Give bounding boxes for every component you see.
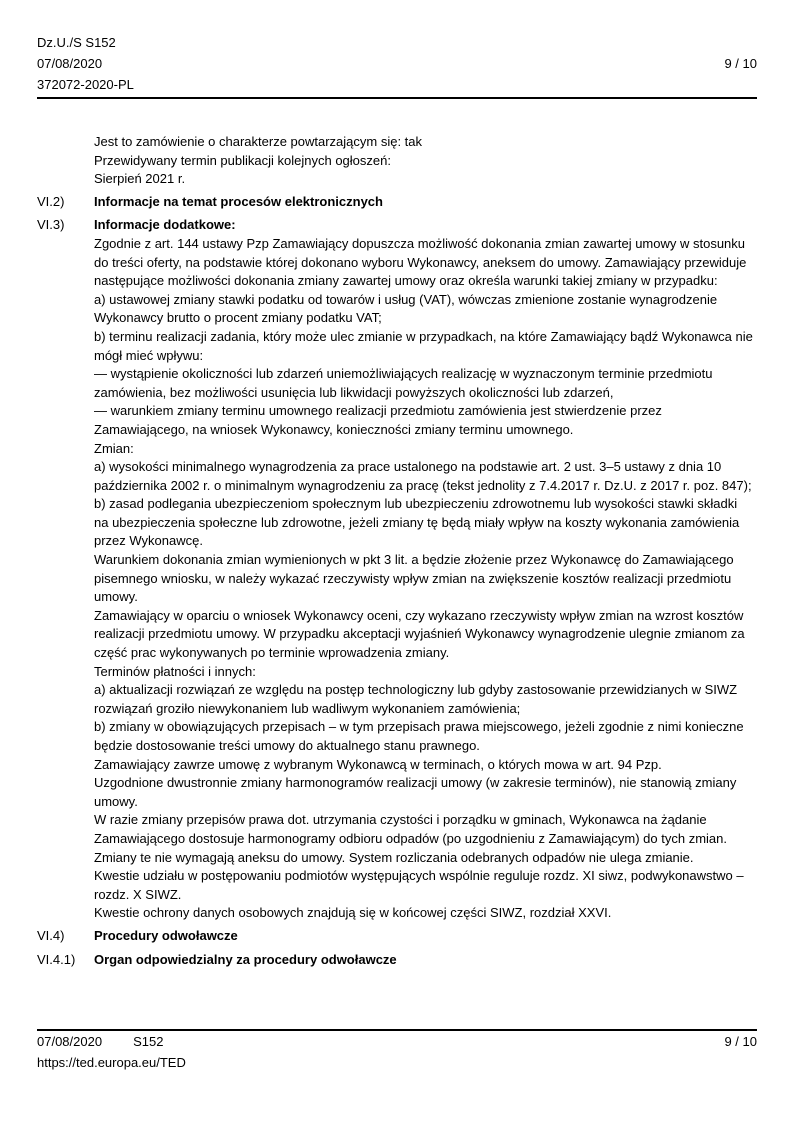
section-vi4 bbox=[37, 927, 757, 946]
intro-line: Sierpień 2021 r. bbox=[94, 171, 186, 187]
section-paragraph: — wystąpienie okoliczności lub zdarzeń uniemożliwiających realizację w wyznaczonym terminie przedmiotu zamówienia, bez możliwości usunięcia lub likwidacji powyższych okoliczności lub zdarzeń, bbox=[94, 366, 713, 400]
section-paragraph: Uzgodnione dwustronnie zmiany harmonogramów realizacji umowy (w zakresie terminów), nie stanowią zmiany umowy. bbox=[94, 775, 737, 809]
section-title: Procedury odwoławcze bbox=[94, 928, 238, 944]
header-date: 07/08/2020 bbox=[37, 56, 103, 71]
section-title: Informacje dodatkowe: bbox=[94, 217, 236, 233]
section-label: VI.3) bbox=[37, 217, 65, 233]
intro-lines bbox=[94, 133, 754, 189]
section-paragraph: a) aktualizacji rozwiązań ze względu na postęp technologiczny lub gdyby zastosowanie przewidzianych w SIWZ rozwiązań groziło niewykonaniem lub wadliwym wykonaniem zamówienia; bbox=[94, 682, 738, 716]
section-label: VI.4.1) bbox=[37, 951, 76, 967]
section-paragraph: Zmian: bbox=[94, 440, 134, 456]
section-paragraph: Zamawiający w oparciu o wniosek Wykonawcy oceni, czy wykazano rzeczywisty wpływ zmian na wzrost kosztów realizacji przedmiotu umowy. W przypadku akceptacji wyjaśnień Wykonawcy wynagrodzenie ulegnie zmianom za część prac wykonywanych po terminie wprowadzenia zmiany. bbox=[94, 607, 745, 661]
section-paragraph: Zamawiający zawrze umowę z wybranym Wykonawcą w terminach, o których mowa w art. 94 Pzp. bbox=[94, 756, 662, 772]
section-vi41 bbox=[37, 951, 757, 970]
section-paragraph: a) wysokości minimalnego wynagrodzenia za prace ustalonego na podstawie art. 2 ust. 3–5 ustawy z dnia 10 października 2002 r. o minimalnym wynagrodzeniu za pracę (tekst jednolity z 7.4.2017 r. Dz.U. z 2017 r. poz. 847); bbox=[94, 459, 752, 493]
footer-date: 07/08/2020 bbox=[37, 1034, 103, 1049]
section-title: Informacje na temat procesów elektronicznych bbox=[94, 194, 383, 210]
section-paragraph: b) zmiany w obowiązujących przepisach – w tym przepisach prawa miejscowego, jeżeli zgodnie z nimi konieczne będzie dostosowanie treści umowy do aktualnego stanu prawnego. bbox=[94, 719, 744, 753]
header-rule bbox=[37, 97, 757, 99]
section-paragraph: Kwestie ochrony danych osobowych znajdują się w końcowej części SIWZ, rozdział XXVI. bbox=[94, 905, 612, 921]
intro-block bbox=[37, 133, 757, 189]
section-paragraph: Terminów płatności i innych: bbox=[94, 663, 256, 679]
section-paragraph: Warunkiem dokonania zmian wymienionych w pkt 3 lit. a będzie złożenie przez Wykonawcę do Zamawiającego pisemnego wniosku, w należy wykazać rzeczywisty wpływ zmian na zwiększenie kosztów realizacji przedmiotu umowy. bbox=[94, 552, 734, 605]
intro-line: Przewidywany termin publikacji kolejnych ogłoszeń: bbox=[94, 152, 391, 168]
section-label: VI.2) bbox=[37, 194, 65, 210]
section-paragraph: W razie zmiany przepisów prawa dot. utrzymania czystości i porządku w gminach, Wykonawca na żądanie Zamawiającego dostosuje harmonogramy odbioru odpadów (po uzgodnieniu z Zamawiającym) do tych zmian. bbox=[94, 812, 727, 846]
section-paragraphs bbox=[94, 235, 754, 923]
document-body bbox=[37, 133, 757, 969]
page-header bbox=[37, 32, 757, 95]
section-paragraph: b) terminu realizacji zadania, który może ulec zmianie w przypadkach, na które Zamawiający bądź Wykonawca nie mógł mieć wpływu: bbox=[94, 328, 753, 363]
section-label: VI.4) bbox=[37, 928, 65, 944]
header-journal: Dz.U./S S152 bbox=[37, 35, 116, 50]
footer-left bbox=[37, 1031, 163, 1052]
page-footer bbox=[37, 1029, 757, 1073]
section-title: Organ odpowiedzialny za procedury odwoławcze bbox=[94, 951, 397, 967]
intro-line: Jest to zamówienie o charakterze powtarzającym się: tak bbox=[94, 134, 423, 149]
section-paragraph: — warunkiem zmiany terminu umownego realizacji przedmiotu zamówienia jest stwierdzenie przez Zamawiającego, na wniosek Wykonawcy, konieczności zmiany terminu umownego. bbox=[94, 403, 662, 437]
section-paragraph: Zgodnie z art. 144 ustawy Pzp Zamawiający dopuszcza możliwość dokonania zmian zawartej umowy w stosunku do treści oferty, na podstawie której dokonano wyboru Wykonawcy, aneksem do umowy. Zamawiający przewiduje następujące możliwości dokonania zmiany zawartej umowy oraz określa warunki takiej zmiany w przypadku: bbox=[94, 235, 747, 289]
footer-series: S152 bbox=[133, 1034, 164, 1049]
header-page-indicator: 9 / 10 bbox=[724, 56, 757, 71]
footer-page-indicator: 9 / 10 bbox=[724, 1034, 757, 1049]
section-vi2 bbox=[37, 193, 757, 212]
section-paragraph: Zmiany te nie wymagają aneksu do umowy. System rozliczania odebranych odpadów nie ulega zmianie. bbox=[94, 849, 694, 865]
section-paragraph: b) zasad podlegania ubezpieczeniom społecznym lub ubezpieczeniu zdrowotnemu lub wysokości stawki składki na ubezpieczenia społeczne lub zdrowotne, jeżeli zmiany tę będą miały wpływ na koszty wykonania zamówienia przez Wykonawcę. bbox=[94, 496, 740, 549]
section-paragraph: Kwestie udziału w postępowaniu podmiotów występujących wspólnie reguluje rozdz. XI siwz, podwykonawstwo – rozdz. X SIWZ. bbox=[94, 868, 744, 902]
section-paragraph: a) ustawowej zmiany stawki podatku od towarów i usług (VAT), wówczas zmienione zostanie wynagrodzenie Wykonawcy brutto o procent zmiany podatku VAT; bbox=[94, 291, 718, 326]
header-doc-id: 372072-2020-PL bbox=[37, 77, 134, 92]
footer-url-link[interactable]: https://ted.europa.eu/TED bbox=[37, 1055, 186, 1070]
section-vi3 bbox=[37, 216, 757, 923]
